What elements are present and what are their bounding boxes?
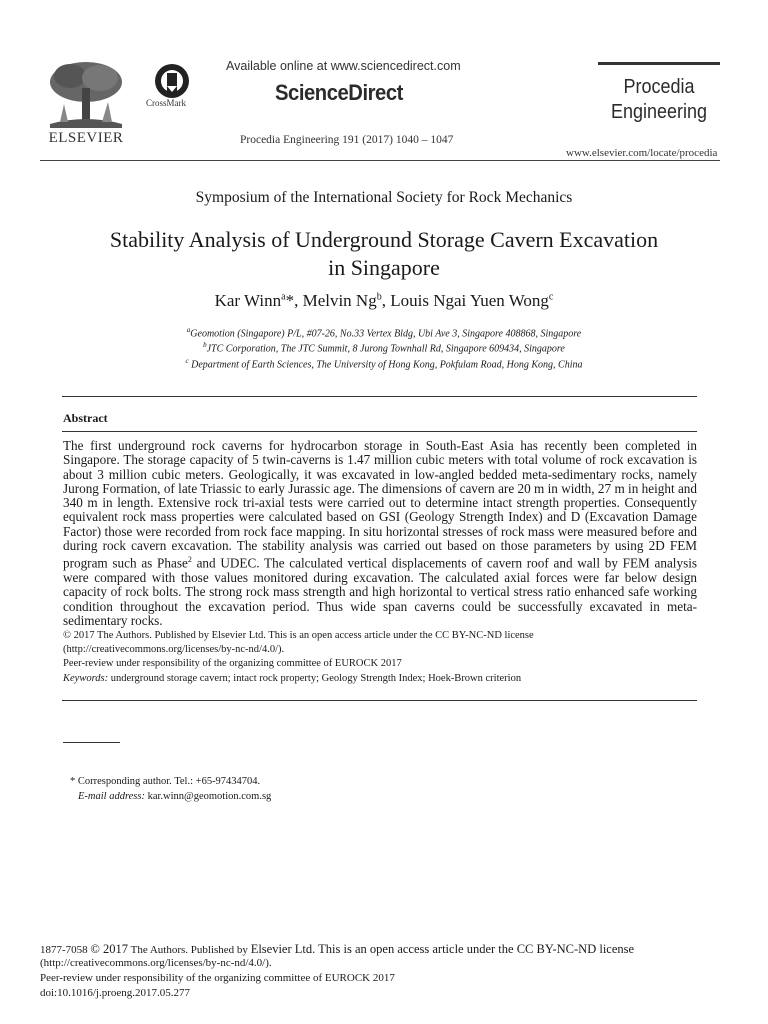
phase-superscript: 2 [187, 555, 192, 565]
title-line-1: Stability Analysis of Underground Storage Cavern Excavation [109, 227, 659, 252]
symposium-name: Symposium of the International Society for Rock Mechanics [195, 189, 573, 206]
peer-review-note: Peer-review under responsibility of the organizing committee of EUROCK 2017 [63, 658, 402, 669]
affiliation-sup: b [203, 341, 207, 349]
available-online[interactable]: Available online at www.sciencedirect.com [226, 59, 461, 73]
author-sep: , [381, 291, 391, 310]
footer-license-text: This is an open access article under the CC BY-NC-ND license [315, 942, 635, 956]
abstract-top-rule [62, 396, 697, 397]
author-list [0, 291, 768, 311]
footer-authors: The Authors. Published by [128, 944, 251, 956]
keywords-label: Keywords: [63, 673, 109, 684]
email-address[interactable]: kar.winn@geomotion.com.sg [144, 791, 272, 802]
author-sup: a [281, 291, 286, 303]
author-name: Kar Winn [214, 291, 282, 310]
paper-title [60, 226, 708, 282]
abstract-bottom-rule [62, 700, 697, 701]
affiliation-text: Geomotion (Singapore) P/L, #07-26, No.33 Vertex Bldg, Ubi Ave 3, Singapore 408868, Singapore [190, 328, 582, 340]
footer-doi[interactable]: doi:10.1016/j.proeng.2017.05.277 [40, 987, 191, 999]
footer-license-link[interactable]: (http://creativecommons.org/licenses/by-nc-nd/4.0/). [40, 957, 272, 969]
crossmark-label: CrossMark [146, 98, 186, 108]
journal-url[interactable]: www.elsevier.com/locate/procedia [566, 147, 718, 159]
abstract-heading: Abstract [63, 411, 108, 425]
affiliation-text: Department of Earth Sciences, The University of Hong Kong, Pokfulam Road, Hong Kong, China [188, 359, 583, 371]
issn: 1877-7058 [40, 944, 91, 956]
affiliation [0, 357, 768, 370]
title-line-2: in Singapore [328, 255, 440, 280]
license-link[interactable]: (http://creativecommons.org/licenses/by-nc-nd/4.0/). [63, 644, 285, 655]
journal-name-line2: Engineering [610, 101, 708, 123]
author-sup: b [376, 291, 382, 303]
corresponding-author: * Corresponding author. Tel.: +65-97434704. [70, 776, 261, 787]
footer-year: © 2017 [90, 942, 129, 956]
journal-name-line1: Procedia [623, 76, 695, 98]
email-line [78, 791, 271, 802]
abstract-text [63, 439, 697, 628]
author-name: Melvin Ng [302, 291, 377, 310]
author-name: Louis Ngai Yuen Wong [390, 291, 549, 310]
email-label: E-mail address: [78, 791, 145, 802]
header-divider [40, 160, 720, 161]
footer-publisher: Elsevier Ltd. [250, 942, 316, 956]
affiliation-sup: c [185, 357, 189, 365]
journal-citation: Procedia Engineering 191 (2017) 1040 – 1047 [240, 134, 454, 146]
keywords [63, 673, 521, 684]
affiliation [0, 326, 768, 339]
author-sep: *, [285, 291, 303, 310]
affiliation-text: JTC Corporation, The JTC Summit, 8 Jurong Townhall Rd, Singapore 609434, Singapore [206, 343, 565, 355]
publisher-name: ELSEVIER [48, 130, 124, 146]
copyright-line: © 2017 The Authors. Published by Elsevier Ltd. This is an open access article under the CC BY-NC-ND license [63, 630, 534, 641]
affiliation [0, 341, 768, 354]
keywords-list: underground storage cavern; intact rock property; Geology Strength Index; Hoek-Brown criterion [108, 673, 522, 684]
footnote-rule [63, 742, 120, 743]
abstract-part2: and UDEC. The calculated vertical displacements of cavern roof and wall by FEM analysis were compared with those values monitored during excavation. The calculated axial forces were far below design capacity of rock bolts. The strong rock mass strength and high horizontal to vertical stress ratio enhanced safe working condition throughout the excavation period. Thus wide span caverns could be successfully excavated in meta-sedimentary rocks. [63, 555, 697, 628]
author-sup: c [548, 291, 554, 303]
affiliation-sup: a [186, 326, 191, 334]
abstract-heading-rule [62, 431, 697, 432]
sciencedirect-logo: ScienceDirect [275, 80, 403, 105]
footer-peer-review: Peer-review under responsibility of the organizing committee of EUROCK 2017 [40, 972, 395, 984]
footer-copyright [40, 942, 634, 957]
abstract-part1: The first underground rock caverns for hydrocarbon storage in South-East Asia has recently been completed in Singapore. The storage capacity of 5 twin-caverns is 1.47 million cubic meters with total volume of rock excavation is about 3 million cubic meters. Geologically, it was excavated in low-angled bedded meta-sedimentary rocks, namely Jurong Formation, of late Triassic to early Jurassic age. The dimensions of cavern are 20 m in width, 27 m in height and 340 m in length. Extensive rock tri-axial tests were carried out to determine intact strength properties. Consequently equivalent rock mass properties were calculated based on GSI (Geology Strength Index) and D (Excavation Damage Factor) those were recorded from rock face mapping. In situ horizontal stresses of rock mass were measured before and during rock cavern excavation. The stability analysis was carried out based on those parameters by using 2D FEM program such as Phase [63, 438, 697, 571]
